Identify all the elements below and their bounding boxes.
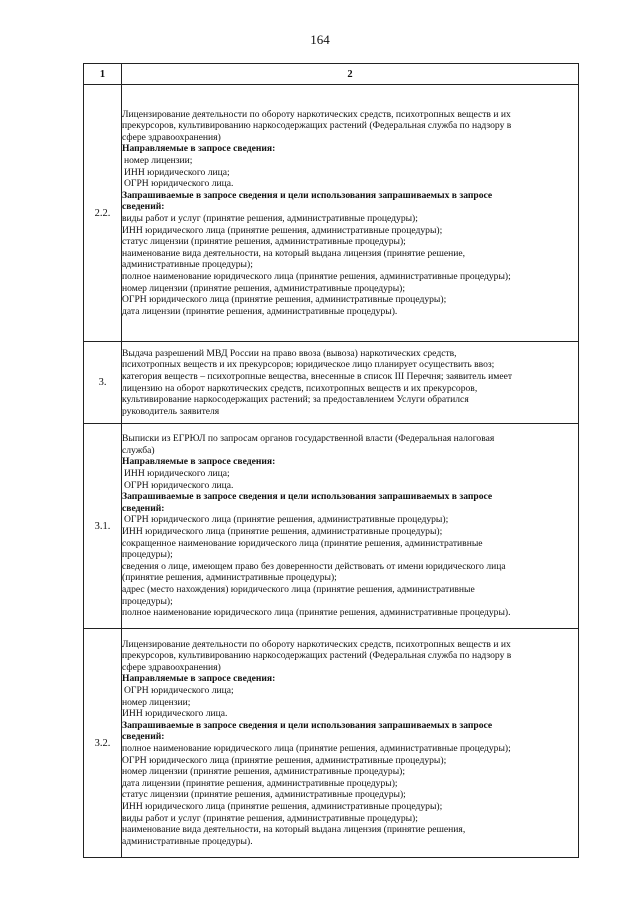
text-line: дата лицензии (принятие решения, административные процедуры). bbox=[122, 305, 398, 317]
text-line: ОГРН юридического лица. bbox=[124, 178, 234, 190]
text-line: административные процедуры). bbox=[122, 835, 253, 847]
text-line: прекурсоров, культивированию наркосодержащих растений (Федеральная служба по надзору в bbox=[122, 120, 512, 132]
text-line: наименование вида деятельности, на который выдана лицензия (принятие решения, bbox=[122, 824, 466, 836]
text-line: прекурсоров, культивированию наркосодержащих растений (Федеральная служба по надзору в bbox=[122, 650, 512, 662]
text-line: ОГРН юридического лица (принятие решения, административные процедуры); bbox=[122, 754, 447, 766]
text-line: полное наименование юридического лица (принятие решения, административные процедуры); bbox=[122, 743, 511, 754]
text-line: статус лицензии (принятие решения, административные процедуры); bbox=[122, 236, 406, 248]
text-line: ОГРН юридического лица. bbox=[124, 479, 234, 491]
text-line: ОГРН юридического лица; bbox=[124, 685, 234, 697]
section-heading: Направляемые в запросе сведения: bbox=[122, 456, 276, 468]
section-heading: Запрашиваемые в запросе сведения и цели использования запрашиваемых в запросе bbox=[122, 491, 493, 503]
section-heading: сведений: bbox=[122, 201, 165, 213]
text-line: ИНН юридического лица (принятие решения, административные процедуры); bbox=[122, 526, 443, 537]
row-content bbox=[122, 424, 579, 629]
text-line: Лицензирование деятельности по обороту наркотических средств, психотропных веществ и их bbox=[122, 108, 511, 120]
text-line: ОГРН юридического лица (принятие решения, административные процедуры); bbox=[124, 514, 449, 526]
text-line: культивирование наркосодержащих растений; за предоставлением Услуги обратился bbox=[122, 394, 469, 406]
text-line: административные процедуры); bbox=[122, 259, 253, 271]
text-line: ИНН юридического лица; bbox=[124, 166, 230, 178]
section-heading: Направляемые в запросе сведения: bbox=[122, 673, 276, 685]
text-line: Лицензирование деятельности по обороту наркотических средств, психотропных веществ и их bbox=[122, 638, 511, 650]
text-line: руководитель заявителя bbox=[122, 405, 220, 417]
text-line: виды работ и услуг (принятие решения, административные процедуры); bbox=[122, 812, 418, 824]
page-number: 164 bbox=[310, 32, 330, 47]
row-number: 3.2. bbox=[84, 629, 122, 858]
text-line: сфере здравоохранения) bbox=[122, 131, 221, 143]
text-line: процедуры); bbox=[122, 549, 173, 561]
text-line: полное наименование юридического лица (принятие решения, административные процедуры); bbox=[122, 270, 511, 282]
text-line: дата лицензии (принятие решения, административные процедуры); bbox=[122, 777, 398, 789]
row-content bbox=[122, 85, 579, 342]
text-line: сведения о лице, имеющем право без доверенности действовать от имени юридического лица bbox=[122, 560, 506, 572]
text-line: лицензию на оборот наркотических средств, психотропных веществ и их прекурсоров, bbox=[122, 382, 478, 394]
section-heading: сведений: bbox=[122, 731, 165, 743]
text-line: ИНН юридического лица (принятие решения, административные процедуры); bbox=[122, 224, 443, 236]
header-col-2: 2 bbox=[122, 64, 579, 85]
section-heading: сведений: bbox=[122, 502, 165, 514]
table-row bbox=[84, 629, 579, 858]
section-heading: Направляемые в запросе сведения: bbox=[122, 143, 276, 155]
text-line: ОГРН юридического лица (принятие решения, административные процедуры); bbox=[122, 294, 447, 306]
text-line: Выписки из ЕГРЮЛ по запросам органов государственной власти (Федеральная налоговая bbox=[122, 433, 495, 445]
text-line: наименование вида деятельности, на который выдана лицензия (принятие решение, bbox=[122, 247, 466, 259]
text-line: виды работ и услуг (принятие решения, административные процедуры); bbox=[122, 213, 418, 224]
text-line: номер лицензии; bbox=[124, 155, 193, 167]
table-header-row bbox=[84, 64, 579, 85]
text-line: процедуры); bbox=[122, 595, 173, 607]
text-line: номер лицензии; bbox=[122, 696, 191, 708]
text-line: ИНН юридического лица; bbox=[124, 468, 230, 480]
text-line: служба) bbox=[122, 444, 155, 456]
text-line: сокращенное наименование юридического лица (принятие решения, административные bbox=[122, 537, 483, 549]
text-line: номер лицензии (принятие решения, административные процедуры); bbox=[122, 282, 406, 294]
text-line: сфере здравоохранения) bbox=[122, 661, 221, 673]
text-line: ИНН юридического лица (принятие решения, административные процедуры); bbox=[122, 800, 443, 812]
text-line: статус лицензии (принятие решения, административные процедуры); bbox=[122, 789, 406, 801]
text-line: (принятие решения, административные процедуры); bbox=[122, 572, 337, 584]
table-row bbox=[84, 342, 579, 424]
text-line: категория веществ – психотропные вещества, внесенные в список III Перечня; заявитель имеет bbox=[122, 370, 513, 382]
section-heading: Запрашиваемые в запросе сведения и цели использования запрашиваемых в запросе bbox=[122, 719, 493, 731]
row-number: 3.1. bbox=[84, 424, 122, 629]
text-line: Выдача разрешений МВД России на право ввоза (вывоза) наркотических средств, bbox=[122, 347, 457, 359]
row-number: 2.2. bbox=[84, 85, 122, 342]
services-table bbox=[83, 63, 579, 858]
text-line: номер лицензии (принятие решения, административные процедуры); bbox=[122, 766, 406, 778]
table-row bbox=[84, 85, 579, 342]
row-content bbox=[122, 629, 579, 858]
section-heading: Запрашиваемые в запросе сведения и цели использования запрашиваемых в запросе bbox=[122, 189, 493, 201]
text-line: полное наименование юридического лица (принятие решения, административные процедуры). bbox=[122, 607, 511, 619]
row-content bbox=[122, 342, 579, 424]
header-col-1: 1 bbox=[84, 64, 122, 85]
text-line: адрес (место нахождения) юридического лица (принятие решения, административные bbox=[122, 583, 475, 595]
text-line: ИНН юридического лица. bbox=[122, 708, 228, 720]
table-row bbox=[84, 424, 579, 629]
row-number: 3. bbox=[84, 342, 122, 424]
text-line: психотропных веществ и их прекурсоров; юридическое лицо планирует осуществить ввоз; bbox=[122, 359, 495, 371]
